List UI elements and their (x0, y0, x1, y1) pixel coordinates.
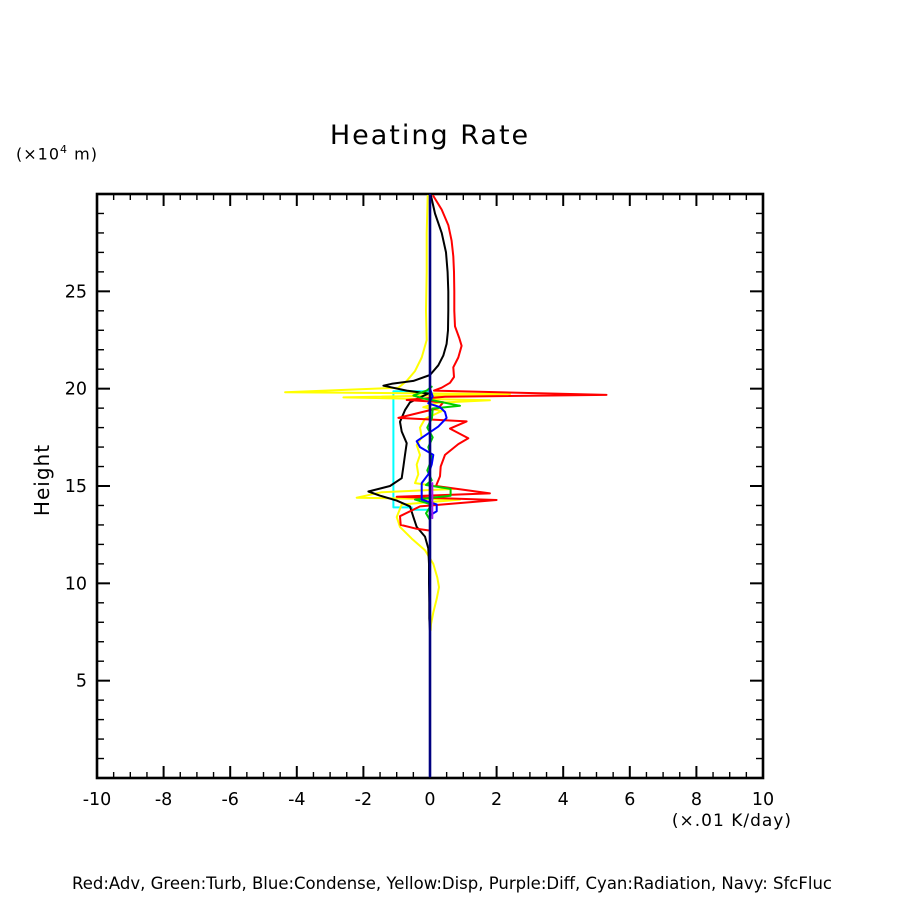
x-tick-label: -2 (354, 790, 373, 810)
y-axis-unit-exponent: 4 (60, 143, 69, 156)
y-axis-unit-prefix: (×10 (16, 144, 61, 164)
series-adv-line (397, 196, 607, 531)
x-tick-label: 0 (424, 790, 436, 810)
x-tick-label: 10 (751, 790, 775, 810)
x-tick-label: 2 (491, 790, 503, 810)
chart-title: Heating Rate (329, 120, 531, 151)
x-tick-label: 4 (557, 790, 569, 810)
x-tick-label: 6 (624, 790, 636, 810)
y-tick-label: 5 (75, 671, 87, 692)
x-tick-label: -4 (288, 790, 306, 810)
y-tick-label: 15 (64, 477, 87, 497)
x-tick-label: 8 (690, 790, 702, 810)
x-axis-unit-label: (×.01 K/day) (671, 811, 792, 831)
color-legend-caption: Red:Adv, Green:Turb, Blue:Condense, Yellow:Disp, Purple:Diff, Cyan:Radiation, Navy: SfcFluc (72, 874, 832, 893)
x-tick-label: -6 (221, 790, 239, 810)
y-tick-label: 25 (64, 282, 87, 303)
x-tick-label: -10 (82, 790, 112, 810)
x-tick-label: -8 (154, 790, 173, 810)
y-axis-title: Height (30, 443, 54, 517)
y-tick-label: 10 (64, 574, 87, 595)
y-axis-unit-suffix: m) (68, 144, 98, 164)
y-tick-label: 20 (64, 379, 87, 400)
series-disp-line (285, 196, 510, 630)
